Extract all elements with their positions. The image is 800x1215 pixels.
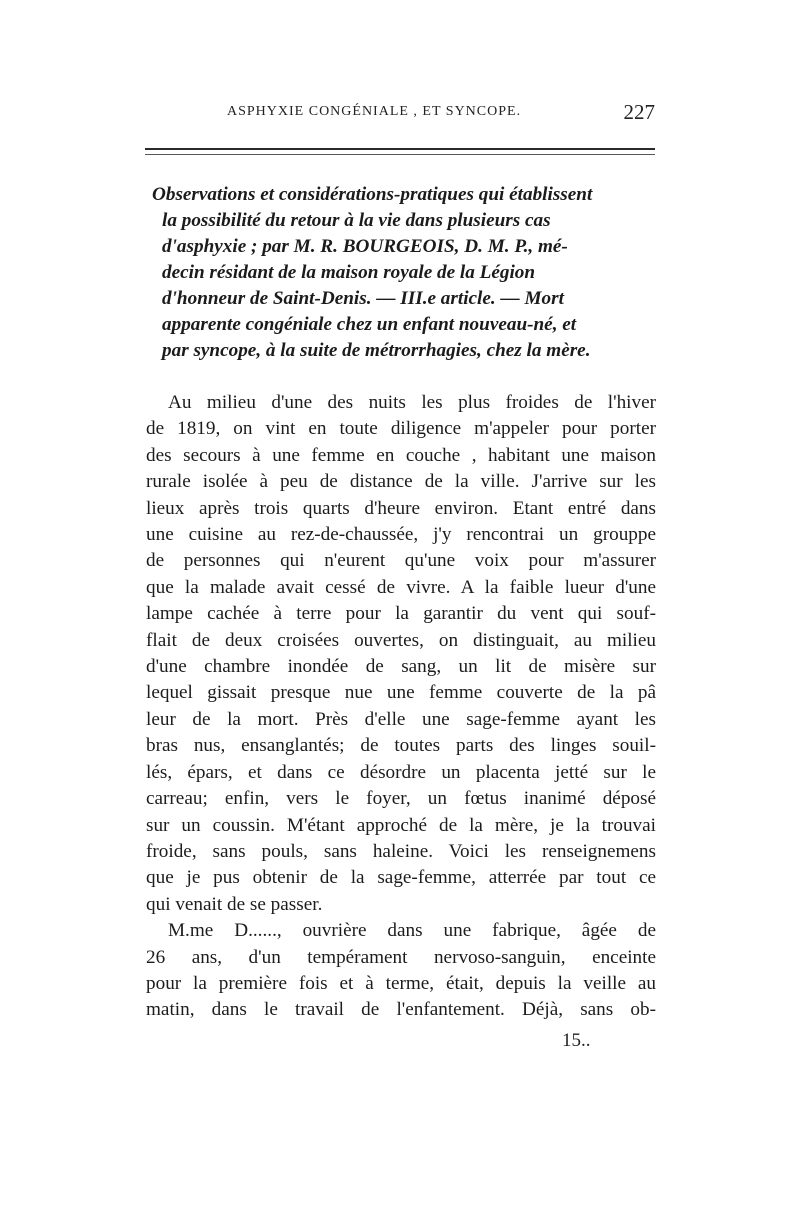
text-line: d'une chambre inondée de sang, un lit de misère sur [146, 656, 656, 678]
text-line: une cuisine au rez-de-chaussée, j'y rencontrai un grouppe [146, 524, 656, 546]
text-line: bras nus, ensanglantés; de toutes parts des linges souil- [146, 735, 656, 757]
text-line: lés, épars, et dans ce désordre un placenta jetté sur le [146, 761, 656, 783]
text-line: flait de deux croisées ouvertes, on distinguait, au milieu [146, 629, 656, 651]
heading-line: d'honneur de Saint-Denis. — III.e article. — Mort [162, 288, 564, 309]
running-title: ASPHYXIE CONGÉNIALE , ET SYNCOPE. [227, 104, 522, 119]
text-line: sur un coussin. M'étant approché de la mère, je la trouvai [146, 814, 656, 836]
text-line: froide, sans pouls, sans haleine. Voici les renseignemens [146, 840, 656, 862]
text-line: M.me D......, ouvrière dans une fabrique, âgée de [168, 920, 656, 942]
heading-line: par syncope, à la suite de métrorrhagies, chez la mère. [162, 340, 591, 361]
text-line: pour la première fois et à terme, était, depuis la veille au [146, 972, 656, 994]
text-line: de 1819, on vint en toute diligence m'appeler pour porter [146, 418, 656, 440]
text-line: lieux après trois quarts d'heure environ. Etant entré dans [146, 497, 656, 519]
paragraph-1 [146, 390, 656, 918]
paragraph-2 [146, 918, 656, 1024]
header-rule-thick [145, 148, 655, 150]
text-line: de personnes qui n'eurent qu'une voix pour m'assurer [146, 550, 656, 572]
header-rule-thin [145, 154, 655, 155]
text-line: des secours à une femme en couche , habitant une maison [146, 444, 656, 466]
heading-line: decin résidant de la maison royale de la Légion [162, 262, 536, 283]
text-line: lampe cachée à terre pour la garantir du vent qui souf- [146, 603, 656, 625]
heading-line: la possibilité du retour à la vie dans plusieurs cas [162, 210, 551, 231]
heading-line: d'asphyxie ; par M. R. BOURGEOIS, D. M. P., mé- [162, 236, 568, 257]
text-line: que je pus obtenir de la sage-femme, atterrée par tout ce [146, 867, 656, 889]
text-line: rurale isolée à peu de distance de la ville. J'arrive sur les [146, 471, 656, 493]
text-line: que la malade avait cessé de vivre. A la faible lueur d'une [146, 576, 656, 598]
text-line: matin, dans le travail de l'enfantement. Déjà, sans ob- [146, 999, 656, 1021]
text-line: Au milieu d'une des nuits les plus froides de l'hiver [168, 392, 656, 413]
page-number: 227 [623, 100, 655, 124]
body-text [146, 390, 656, 1024]
text-line: lequel gissait presque nue une femme couverte de la pâ [146, 682, 656, 704]
heading-line: apparente congéniale chez un enfant nouveau-né, et [162, 314, 577, 335]
article-heading [152, 182, 662, 364]
heading-line: Observations et considérations-pratiques qui établissent [152, 184, 593, 205]
text-line: leur de la mort. Près d'elle une sage-femme ayant les [146, 708, 656, 730]
text-line: carreau; enfin, vers le foyer, un fœtus inanimé déposé [146, 788, 656, 810]
running-head [145, 100, 655, 126]
text-line: 26 ans, d'un tempérament nervoso-sanguin, enceinte [146, 946, 656, 968]
text-line: qui venait de se passer. [146, 893, 323, 915]
signature-mark: 15.. [562, 1030, 591, 1051]
